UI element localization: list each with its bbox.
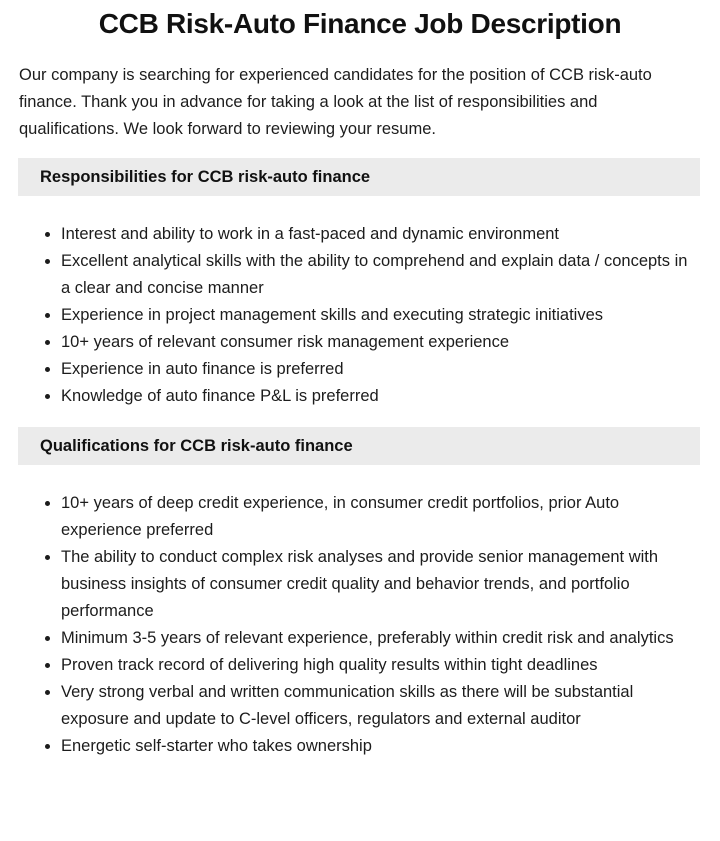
list-item: Minimum 3-5 years of relevant experience, preferably within credit risk and analytics bbox=[61, 625, 690, 652]
list-item: Experience in project management skills and executing strategic initiatives bbox=[61, 302, 690, 329]
list-item: Knowledge of auto finance P&L is preferred bbox=[61, 383, 690, 410]
list-item: Experience in auto finance is preferred bbox=[61, 356, 690, 383]
section-header-qualifications bbox=[18, 427, 700, 465]
list-item: Proven track record of delivering high quality results within tight deadlines bbox=[61, 652, 690, 679]
list-item: Very strong verbal and written communication skills as there will be substantial exposure and update to C-level officers, regulators and external auditor bbox=[61, 679, 690, 733]
intro-paragraph: Our company is searching for experienced candidates for the position of CCB risk-auto finance. Thank you in advance for taking a look at the list of responsibilities and qualifications. We look forward to reviewing your resume. bbox=[19, 66, 652, 138]
qualifications-list bbox=[61, 490, 690, 760]
page-title: CCB Risk-Auto Finance Job Description bbox=[98, 8, 622, 39]
list-item: Energetic self-starter who takes ownership bbox=[61, 733, 690, 760]
job-description-page bbox=[0, 4, 720, 841]
list-item: 10+ years of relevant consumer risk management experience bbox=[61, 329, 690, 356]
list-item: Excellent analytical skills with the ability to comprehend and explain data / concepts in a clear and concise manner bbox=[61, 248, 690, 302]
responsibilities-list bbox=[61, 221, 690, 410]
list-item: 10+ years of deep credit experience, in consumer credit portfolios, prior Auto experience preferred bbox=[61, 490, 690, 544]
list-item: Interest and ability to work in a fast-paced and dynamic environment bbox=[61, 221, 690, 248]
section-header-label: Qualifications for CCB risk-auto finance bbox=[40, 436, 353, 455]
section-header-responsibilities bbox=[18, 158, 700, 196]
section-header-label: Responsibilities for CCB risk-auto finance bbox=[40, 167, 371, 186]
list-item: The ability to conduct complex risk analyses and provide senior management with business insights of consumer credit quality and behavior trends, and portfolio performance bbox=[61, 544, 690, 625]
